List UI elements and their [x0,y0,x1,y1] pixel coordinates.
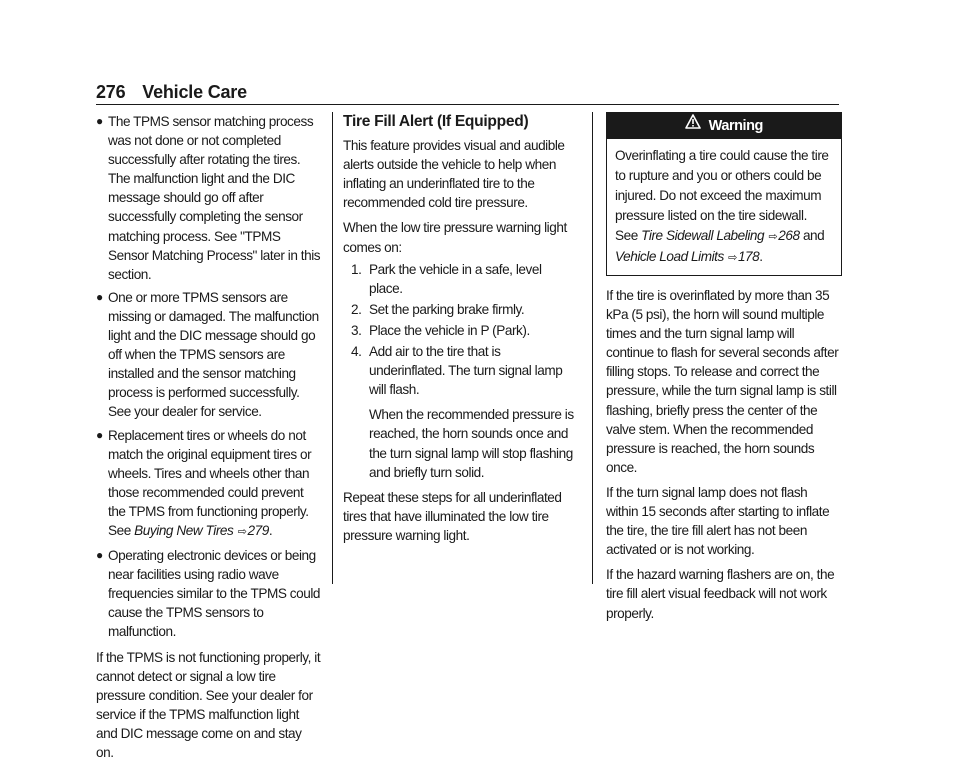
step-list [343,260,575,400]
warning-box [606,112,842,276]
section-title: Tire Fill Alert (If Equipped) [343,113,529,130]
step-item [343,260,575,298]
page-reference-arrow-icon: ⇨ [768,231,778,243]
bullet-icon: ● [96,427,103,442]
intro-paragraph: This feature provides visual and audible alerts outside the vehicle to help when inflating an underinflated tire to the recommended cold tire pressure. [343,138,565,211]
step-item [343,342,575,399]
cross-reference-link[interactable]: Buying New Tires [134,522,234,538]
cross-reference-page[interactable]: 178 [737,249,760,264]
step-number: 3. [351,322,362,338]
warning-body [607,139,841,275]
header-rule [96,104,839,105]
step-text: Add air to the tire that is underinflated. The turn signal lamp will flash. [369,344,563,398]
conjunction: and [802,228,825,243]
page-number: 276 [96,82,126,102]
cross-reference-page[interactable]: 279 [247,522,269,538]
punctuation: . [759,249,763,264]
punctuation: . [268,522,273,538]
step-number: 2. [351,301,362,317]
page-reference-arrow-icon: ⇨ [237,525,247,538]
column-1 [96,112,322,768]
step-text: Park the vehicle in a safe, level place. [369,261,542,296]
bullet-text: Operating electronic devices or being near facilities using radio wave frequencies similar to the TPMS could cause the TPMS sensors to malfunction. [108,548,321,640]
body-paragraph: If the hazard warning flashers are on, the tire fill alert visual feedback will not work properly. [606,567,835,621]
column-2 [343,112,575,551]
bullet-text: One or more TPMS sensors are missing or damaged. The malfunction light and the DIC message should go off when the TPMS sensors are installed and the sensor matching process is performed successfully. See your dealer for service. [108,289,319,420]
page-header [96,82,856,103]
page-title: Vehicle Care [142,82,247,102]
warning-title: Warning [708,118,763,134]
warning-header [607,113,841,139]
bullet-text: The TPMS sensor matching process was not done or not completed successfully after rotating the tires. The malfunction light and the DIC message should go off after successfully completing the sensor matching process. See "TPMS Sensor Matching Process" later in this section. [108,114,321,282]
step-item [343,321,575,340]
body-paragraph: If the tire is overinflated by more than 35 kPa (5 psi), the horn will sound multiple times and the turn signal lamp will continue to flash for several seconds after filling stops. To release and correct the pressure, while the turn signal lamp is still flashing, briefly press the center of the valve stem. When the recommended pressure is reached, the horn sounds once. [606,288,839,475]
warning-text: Overinflating a tire could cause the tire to rupture and you or others could be injured. Do not exceed the maximum pressure listed on the tire sidewall. See [615,148,829,243]
step-number: 4. [351,344,362,360]
bullet-item [96,112,322,284]
column-3 [606,112,842,629]
page-reference-arrow-icon: ⇨ [728,252,737,264]
step-number: 1. [351,261,362,277]
column-divider-right [592,112,593,584]
step-text: Place the vehicle in P (Park). [369,322,530,338]
bullet-icon: ● [96,114,103,128]
column-divider-left [332,112,333,584]
cross-reference-link[interactable]: Vehicle Load Limits [615,249,724,264]
bullet-item [96,288,322,422]
step-text: Set the parking brake firmly. [369,301,525,317]
cross-reference-link[interactable]: Tire Sidewall Labeling [641,228,765,243]
lead-paragraph: When the low tire pressure warning light comes on: [343,220,567,255]
body-paragraph: If the turn signal lamp does not flash within 15 seconds after starting to inflate the tire, the tire fill alert has not been activated or is not working. [606,484,830,558]
bullet-text: Replacement tires or wheels do not match the original equipment tires or wheels. Tires and wheels other than those recommended could prevent the TPMS from functioning properly. See [108,427,312,538]
warning-triangle-icon [685,112,701,138]
cross-reference-page[interactable]: 268 [778,228,800,243]
bullet-item [96,546,322,641]
bullet-icon: ● [96,548,103,563]
step-item [343,300,575,319]
step-subparagraph: When the recommended pressure is reached, the horn sounds once and the turn signal lamp will stop flashing and briefly turn solid. [369,407,574,480]
bullet-item [96,426,322,543]
closing-paragraph: Repeat these steps for all underinflated tires that have illuminated the low tire pressure warning light. [343,489,562,543]
body-paragraph: If the TPMS is not functioning properly, it cannot detect or signal a low tire pressure condition. See your dealer for service if the TPMS malfunction light and DIC message come on and stay on. [96,649,321,760]
bullet-icon: ● [96,289,103,304]
